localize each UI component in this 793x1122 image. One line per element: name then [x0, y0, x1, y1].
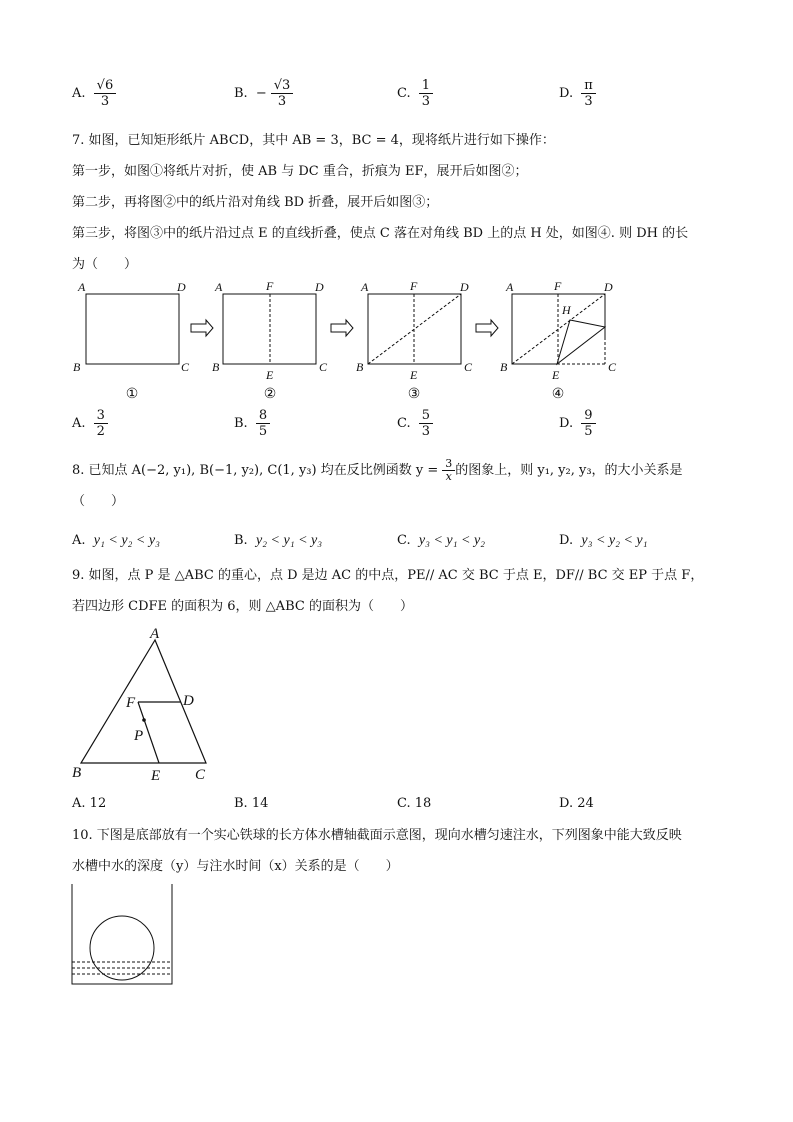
q9-option-b[interactable]: B. 14 [234, 796, 269, 811]
fig1-label-a: A [78, 280, 86, 294]
q8-option-c[interactable]: C. y₃ < y₁ < y₂ [397, 533, 486, 548]
fig3-caption: ③ [407, 387, 421, 402]
fig4-label-f: F [554, 279, 562, 293]
q8-option-a[interactable]: A. y₁ < y₂ < y₃ [72, 533, 160, 548]
q9-option-a[interactable]: A. 12 [72, 796, 107, 811]
q9-label-e: E [151, 768, 161, 784]
q9-label-b: B [72, 765, 82, 781]
q7-stem-line-5: 为（ ） [72, 257, 138, 272]
fig3-label-f: F [410, 279, 418, 293]
fig3-label-c: C [464, 360, 473, 374]
q9-label-a: A [150, 626, 160, 642]
q8-stem-line-1: 8. 已知点 A(−2, y₁), B(−1, y₂), C(1, y₃) 均在反比例函数 y = $\frac{3}{x}$ 的图象上，则 y₁, y₂, y₃，的大小关系是 [72, 457, 683, 483]
q6-option-c[interactable]: C. $\frac{1}{3}$ [397, 78, 433, 109]
q6-option-b[interactable]: B. − $\frac{√3}{3}$ [234, 78, 293, 109]
q9-label-p: P [134, 728, 144, 744]
fig4-label-b: B [500, 360, 508, 374]
q10-iron-ball [90, 916, 154, 980]
q8-fraction: $\frac{3}{x}$ [442, 458, 455, 483]
q7-stem-line-3: 第二步，再将图②中的纸片沿对角线 BD 折叠，展开后如图③； [72, 195, 439, 210]
fig2-label-d: D [315, 280, 324, 294]
q7-stem-line-2: 第一步，如图①将纸片对折，使 AB 与 DC 重合，折痕为 EF，展开后如图②； [72, 164, 528, 179]
q9-point-p [142, 718, 146, 722]
fig2-label-a: A [215, 280, 223, 294]
fig4-label-h: H [562, 303, 571, 317]
fig4-label-e: E [552, 368, 560, 382]
q10-stem-line-2: 水槽中水的深度（y）与注水时间（x）关系的是（ ） [72, 859, 399, 874]
q7-option-c[interactable]: C. $\frac{5}{3}$ [397, 408, 433, 439]
fig1-label-b: B [73, 360, 81, 374]
q9-label-c: C [195, 767, 206, 783]
q8-option-b[interactable]: B. y₂ < y₁ < y₃ [234, 533, 323, 548]
q8-option-d[interactable]: D. y₃ < y₂ < y₁ [559, 533, 648, 548]
q10-tank-walls [72, 884, 172, 984]
fig3-label-b: B [356, 360, 364, 374]
fig2-label-b: B [212, 360, 220, 374]
fig4-folded-triangle [557, 320, 605, 364]
fig4-label-c: C [608, 360, 617, 374]
q7-option-a[interactable]: A. $\frac{3}{2}$ [72, 408, 108, 439]
fig2-label-c: C [319, 360, 328, 374]
fig2-label-f: F [266, 279, 274, 293]
fig4-label-a: A [506, 280, 514, 294]
q6-option-d[interactable]: D. $\frac{\pi}{3}$ [559, 78, 596, 109]
fig2-caption: ② [263, 387, 277, 402]
q8-stem-line-2: （ ） [72, 494, 125, 509]
q9-stem-line-1: 9. 如图，点 P 是 △ABC 的重心，点 D 是边 AC 的中点，PE// AC 交 BC 于点 E，DF// BC 交 EP 于点 F， [72, 568, 704, 583]
fig1-label-c: C [181, 360, 190, 374]
fig4-label-d: D [604, 280, 613, 294]
q9-option-d[interactable]: D. 24 [559, 796, 594, 811]
fig3-label-a: A [361, 280, 369, 294]
q10-stem-line-1: 10. 下图是底部放有一个实心铁球的长方体水槽轴截面示意图，现向水槽匀速注水，下列图象中能大致反映 [72, 828, 682, 843]
q6-option-a[interactable]: A. $\frac{√6}{3}$ [72, 78, 116, 109]
fig1-caption: ① [125, 387, 139, 402]
q9-stem-line-2: 若四边形 CDFE 的面积为 6，则 △ABC 的面积为（ ） [72, 599, 413, 614]
fig3-label-e: E [410, 368, 418, 382]
q7-option-b[interactable]: B. $\frac{8}{5}$ [234, 408, 270, 439]
fig4-caption: ④ [551, 387, 565, 402]
fig-arrow-1 [191, 320, 213, 336]
q7-option-d[interactable]: D. $\frac{9}{5}$ [559, 408, 596, 439]
q9-label-d: D [183, 693, 194, 709]
q7-stem-line-1: 7. 如图，已知矩形纸片 ABCD，其中 AB = 3，BC = 4，现将纸片进行如下操作： [72, 133, 555, 148]
q9-label-f: F [126, 695, 136, 711]
fig-arrow-3 [476, 320, 498, 336]
q9-option-c[interactable]: C. 18 [397, 796, 432, 811]
fig2-label-e: E [266, 368, 274, 382]
fig1-rectangle [86, 294, 179, 364]
q9-figure [68, 622, 218, 784]
q10-tank-figure [68, 880, 178, 990]
q7-stem-line-4: 第三步，将图③中的纸片沿过点 E 的直线折叠，使点 C 落在对角线 BD 上的点 H 处，如图④. 则 DH 的长 [72, 226, 689, 241]
fig-arrow-2 [331, 320, 353, 336]
fig1-label-d: D [177, 280, 186, 294]
q7-figures [70, 277, 630, 402]
fig3-label-d: D [460, 280, 469, 294]
